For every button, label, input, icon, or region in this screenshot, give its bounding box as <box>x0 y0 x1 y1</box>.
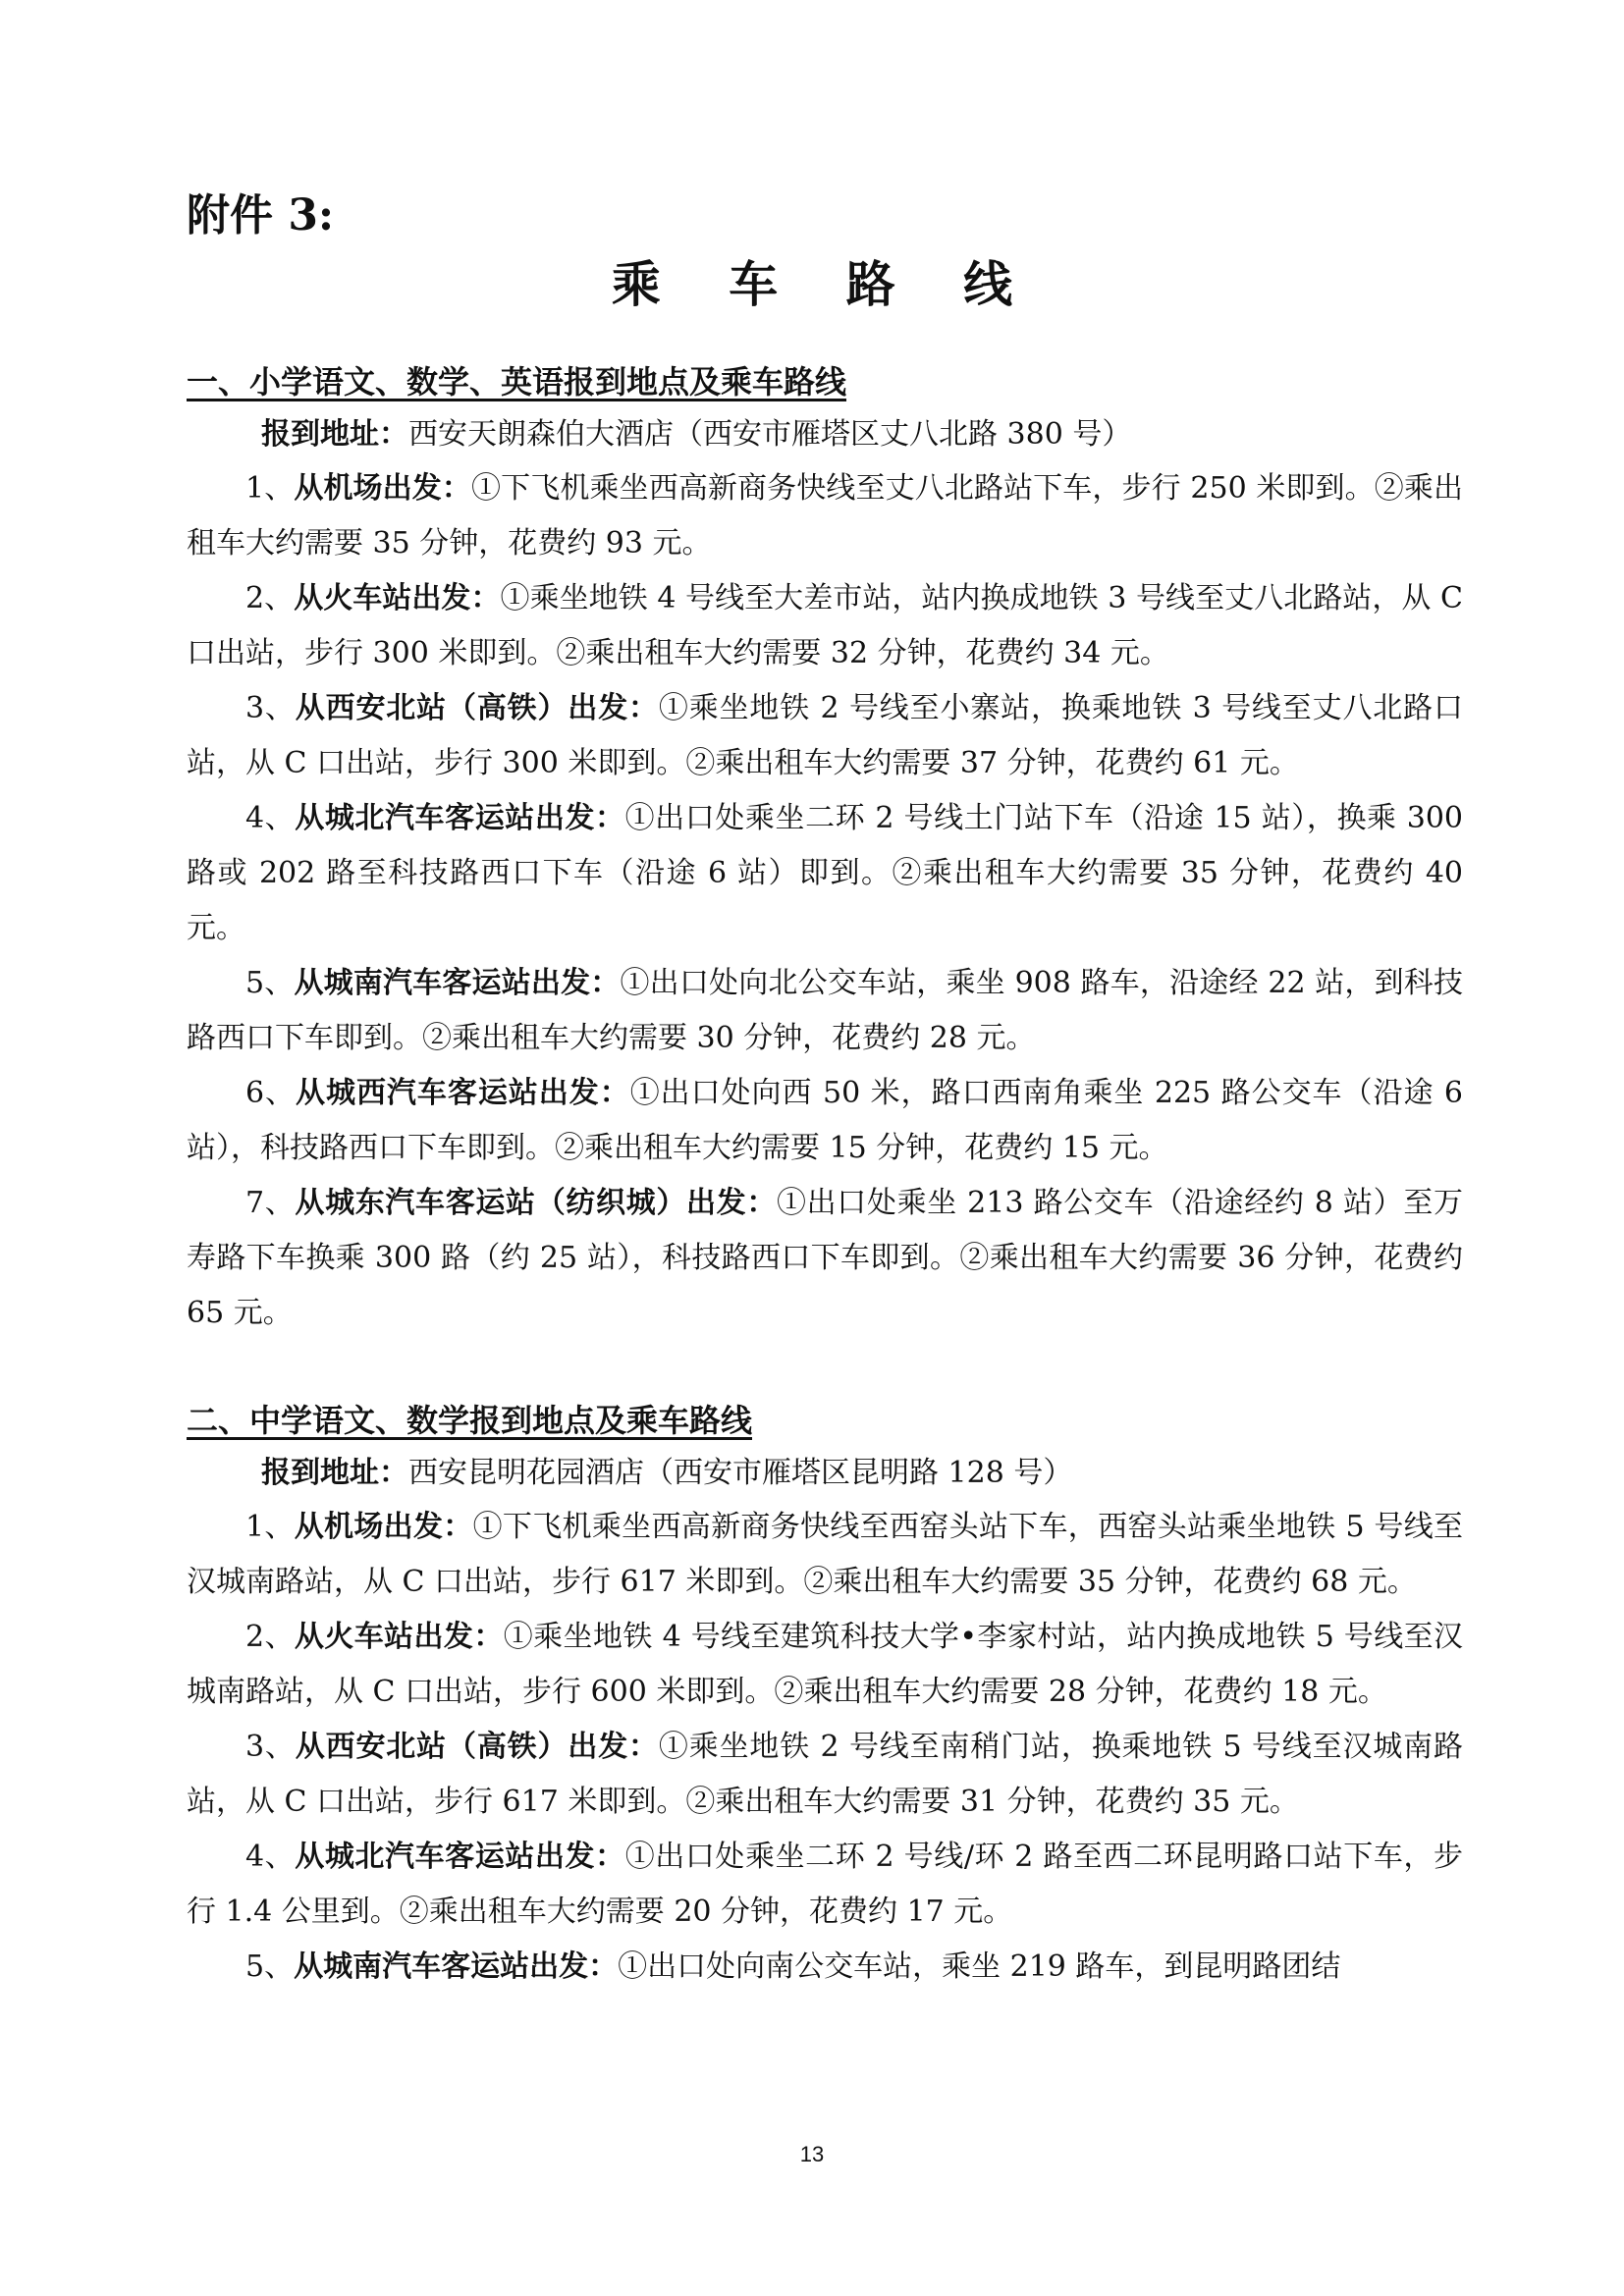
address-label: 报到地址： <box>261 417 408 452</box>
address-text: 西安天朗森伯大酒店（西安市雁塔区丈八北路 380 号） <box>408 417 1132 452</box>
page-number: 13 <box>799 2142 825 2166</box>
route-label: 从城东汽车客运站（纺织城）出发： <box>295 1186 777 1220</box>
route-number: 6、 <box>245 1076 297 1110</box>
address-line <box>187 408 1463 461</box>
route-text: ①出口处向北公交车站，乘坐 908 路车，沿途经 22 站，到科技路西口下车即到。②乘出租车大约需要 30 分钟，花费约 28 元。 <box>187 966 1463 1055</box>
route-label: 从城南汽车客运站出发： <box>294 1949 619 1984</box>
route-number: 5、 <box>245 966 295 1000</box>
route-label: 从西安北站（高铁）出发： <box>295 691 659 725</box>
route-text: ①出口处乘坐二环 2 号线土门站下车（沿途 15 站），换乘 300 路或 202 路至科技路西口下车（沿途 6 站）即到。②乘出租车大约需要 35 分钟，花费约 40 元。 <box>187 801 1463 945</box>
route-text: ①出口处乘坐二环 2 号线/环 2 路至西二环昆明路口站下车，步行 1.4 公里到。②乘出租车大约需要 20 分钟，花费约 17 元。 <box>187 1840 1464 1929</box>
route-text: ①下飞机乘坐西高新商务快线至丈八北路站下车，步行 250 米即到。②乘出租车大约需要 35 分钟，花费约 93 元。 <box>187 471 1463 561</box>
route-label: 从火车站出发： <box>294 581 501 615</box>
route-item <box>187 1176 1463 1341</box>
route-number: 3、 <box>245 691 296 725</box>
route-label: 从西安北站（高铁）出发： <box>295 1730 659 1764</box>
route-item <box>187 1066 1463 1176</box>
route-label: 从城南汽车客运站出发： <box>294 966 621 1000</box>
route-label: 从机场出发： <box>294 471 472 506</box>
section-middle-school <box>187 1394 1463 1995</box>
address-text: 西安昆明花园酒店（西安市雁塔区昆明路 128 号） <box>408 1456 1073 1490</box>
route-text: ①乘坐地铁 2 号线至南稍门站，换乘地铁 5 号线至汉城南路站，从 C 口出站，步行 617 米即到。②乘出租车大约需要 31 分钟，花费约 35 元。 <box>187 1730 1463 1819</box>
route-text: ①出口处乘坐 213 路公交车（沿途经约 8 站）至万寿路下车换乘 300 路（约 25 站），科技路西口下车即到。②乘出租车大约需要 36 分钟，花费约 65 元。 <box>187 1186 1463 1330</box>
route-item <box>187 791 1463 956</box>
route-item <box>187 681 1463 791</box>
route-item <box>187 1610 1463 1720</box>
route-number: 4、 <box>245 1840 296 1874</box>
address-label: 报到地址： <box>261 1456 408 1490</box>
route-number: 1、 <box>245 1510 295 1544</box>
route-item <box>187 1830 1463 1940</box>
route-text: ①出口处向西 50 米，路口西南角乘坐 225 路公交车（沿途 6 站），科技路西口下车即到。②乘出租车大约需要 15 分钟，花费约 15 元。 <box>187 1076 1464 1165</box>
route-text: ①出口处向南公交车站，乘坐 219 路车，到昆明路团结 <box>618 1949 1341 1984</box>
route-item <box>187 571 1463 681</box>
route-number: 5、 <box>245 1949 295 1984</box>
attachment-label: 附件 3: <box>187 190 335 240</box>
route-text: ①乘坐地铁 4 号线至大差市站，站内换成地铁 3 号线至丈八北路站，从 C 口出站，步行 300 米即到。②乘出租车大约需要 32 分钟，花费约 34 元。 <box>187 581 1463 670</box>
route-label: 从城西汽车客运站出发： <box>296 1076 630 1110</box>
route-label: 从火车站出发： <box>294 1620 504 1654</box>
route-item <box>187 1500 1463 1610</box>
route-item <box>187 1720 1463 1830</box>
route-number: 4、 <box>245 801 296 835</box>
route-number: 1、 <box>245 471 295 506</box>
route-text: ①乘坐地铁 2 号线至小寨站，换乘地铁 3 号线至丈八北路口站，从 C 口出站，步行 300 米即到。②乘出租车大约需要 37 分钟，花费约 61 元。 <box>187 691 1463 780</box>
route-number: 3、 <box>245 1730 296 1764</box>
document-page <box>187 187 1463 1995</box>
page-title: 乘 车 路 线 <box>611 255 1039 313</box>
section-heading: 二、中学语文、数学报到地点及乘车路线 <box>187 1402 753 1439</box>
route-item <box>187 461 1463 571</box>
route-label: 从城北汽车客运站出发： <box>295 801 625 835</box>
route-number: 2、 <box>245 1620 295 1654</box>
address-line <box>187 1447 1463 1500</box>
route-text: ①下飞机乘坐西高新商务快线至西窑头站下车，西窑头站乘坐地铁 5 号线至汉城南路站，从 C 口出站，步行 617 米即到。②乘出租车大约需要 35 分钟，花费约 68 元。 <box>187 1510 1464 1599</box>
route-label: 从机场出发： <box>294 1510 473 1544</box>
section-heading: 一、小学语文、数学、英语报到地点及乘车路线 <box>187 363 847 400</box>
section-spacer <box>187 1341 1463 1394</box>
route-number: 2、 <box>245 581 295 615</box>
route-text: ①乘坐地铁 4 号线至建筑科技大学•李家村站，站内换成地铁 5 号线至汉城南路站，从 C 口出站，步行 600 米即到。②乘出租车大约需要 28 分钟，花费约 18 元。 <box>187 1620 1464 1709</box>
route-item <box>187 956 1463 1066</box>
route-item <box>187 1940 1463 1995</box>
section-primary-school <box>187 355 1463 1341</box>
route-label: 从城北汽车客运站出发： <box>295 1840 625 1874</box>
route-number: 7、 <box>245 1186 296 1220</box>
